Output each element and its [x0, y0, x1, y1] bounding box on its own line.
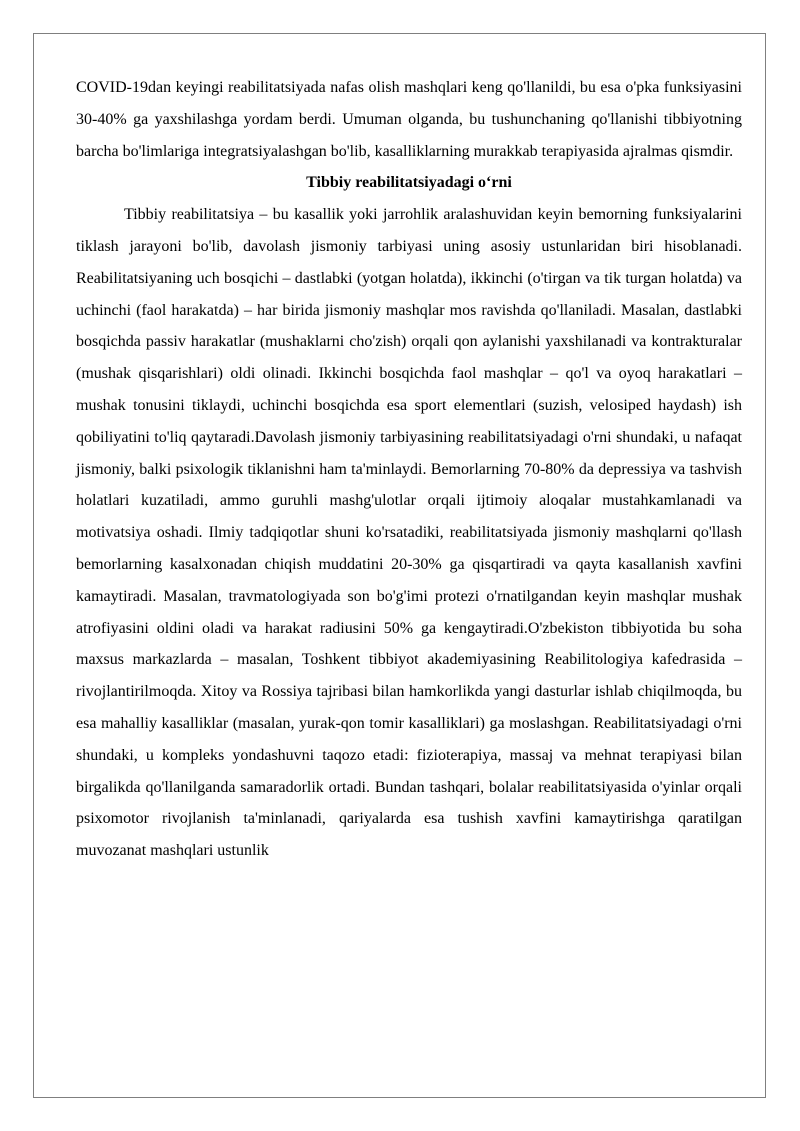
document-body — [76, 72, 742, 867]
section-heading: Tibbiy reabilitatsiyadagi o‘rni — [306, 174, 512, 192]
paragraph-covid-rehab: COVID-19dan keyingi reabilitatsiyada nafas olish mashqlari keng qo'llanildi, bu esa o'pka funksiyasini 30-40% ga yaxshilashga yordam berdi. Umuman olganda, bu tushunchaning qo'llanishi tibbiyotning barcha bo'limlariga integratsiyalashgan bo'lib, kasalliklarning murakkab terapiyasida ajralmas qismdir. — [76, 79, 742, 160]
paragraph-medical-rehab: Tibbiy reabilitatsiya – bu kasallik yoki jarrohlik aralashuvidan keyin bemorning funksiyalarini tiklash jarayoni bo'lib, davolash jismoniy tarbiyasi uning asosiy ustunlaridan biri hisoblanadi. Reabilitatsiyaning uch bosqichi – dastlabki (yotgan holatda), ikkinchi (o'tirgan va tik turgan holatda) va uchinchi (faol harakatda) – har birida jismoniy mashqlar mos ravishda qo'llaniladi. Masalan, dastlabki bosqichda passiv harakatlar (mushaklarni cho'zish) orqali qon aylanishi yaxshilanadi va kontrakturalar (mushak qisqarishlari) oldi olinadi. Ikkinchi bosqichda faol mashqlar – qo'l va oyoq harakatlari – mushak tonusini tiklaydi, uchinchi bosqichda esa sport elementlari (suzish, velosiped haydash) ish qobiliyatini to'liq qaytaradi.Davolash jismoniy tarbiyasining reabilitatsiyadagi o'rni shundaki, u nafaqat jismoniy, balki psixologik tiklanishni ham ta'minlaydi. Bemorlarning 70-80% da depressiya va tashvish holatlari kuzatiladi, ammo guruhli mashg'ulotlar orqali ijtimoiy aloqalar mustahkamlanadi va motivatsiya oshadi. Ilmiy tadqiqotlar shuni ko'rsatadiki, reabilitatsiyada jismoniy mashqlarni qo'llash bemorlarning kasalxonadan chiqish muddatini 20-30% ga qisqartiradi va qayta kasallanish xavfini kamaytiradi. Masalan, travmatologiyada son bo'g'imi protezi o'rnatilgandan keyin mashqlar mushak atrofiyasini oldini oladi va harakat radiusini 50% ga kengaytiradi.O'zbekiston tibbiyotida bu soha maxsus markazlarda – masalan, Toshkent tibbiyot akademiyasining Reabilitologiya kafedrasida – rivojlantirilmoqda. Xitoy va Rossiya tajribasi bilan hamkorlikda yangi dasturlar ishlab chiqilmoqda, bu esa mahalliy kasalliklar (masalan, yurak-qon tomir kasalliklari) ga moslashgan. Reabilitatsiyadagi o'rni shundaki, u kompleks yondashuvni taqozo etadi: fizioterapiya, massaj va mehnat terapiyasi bilan birgalikda qo'llanilganda samaradorlik ortadi. Bundan tashqari, bolalar reabilitatsiyasida o'yinlar orqali psixomotor rivojlanish ta'minlanadi, qariyalarda esa tushish xavfini kamaytirishga qaratilgan muvozanat mashqlari ustunlik — [76, 206, 742, 860]
